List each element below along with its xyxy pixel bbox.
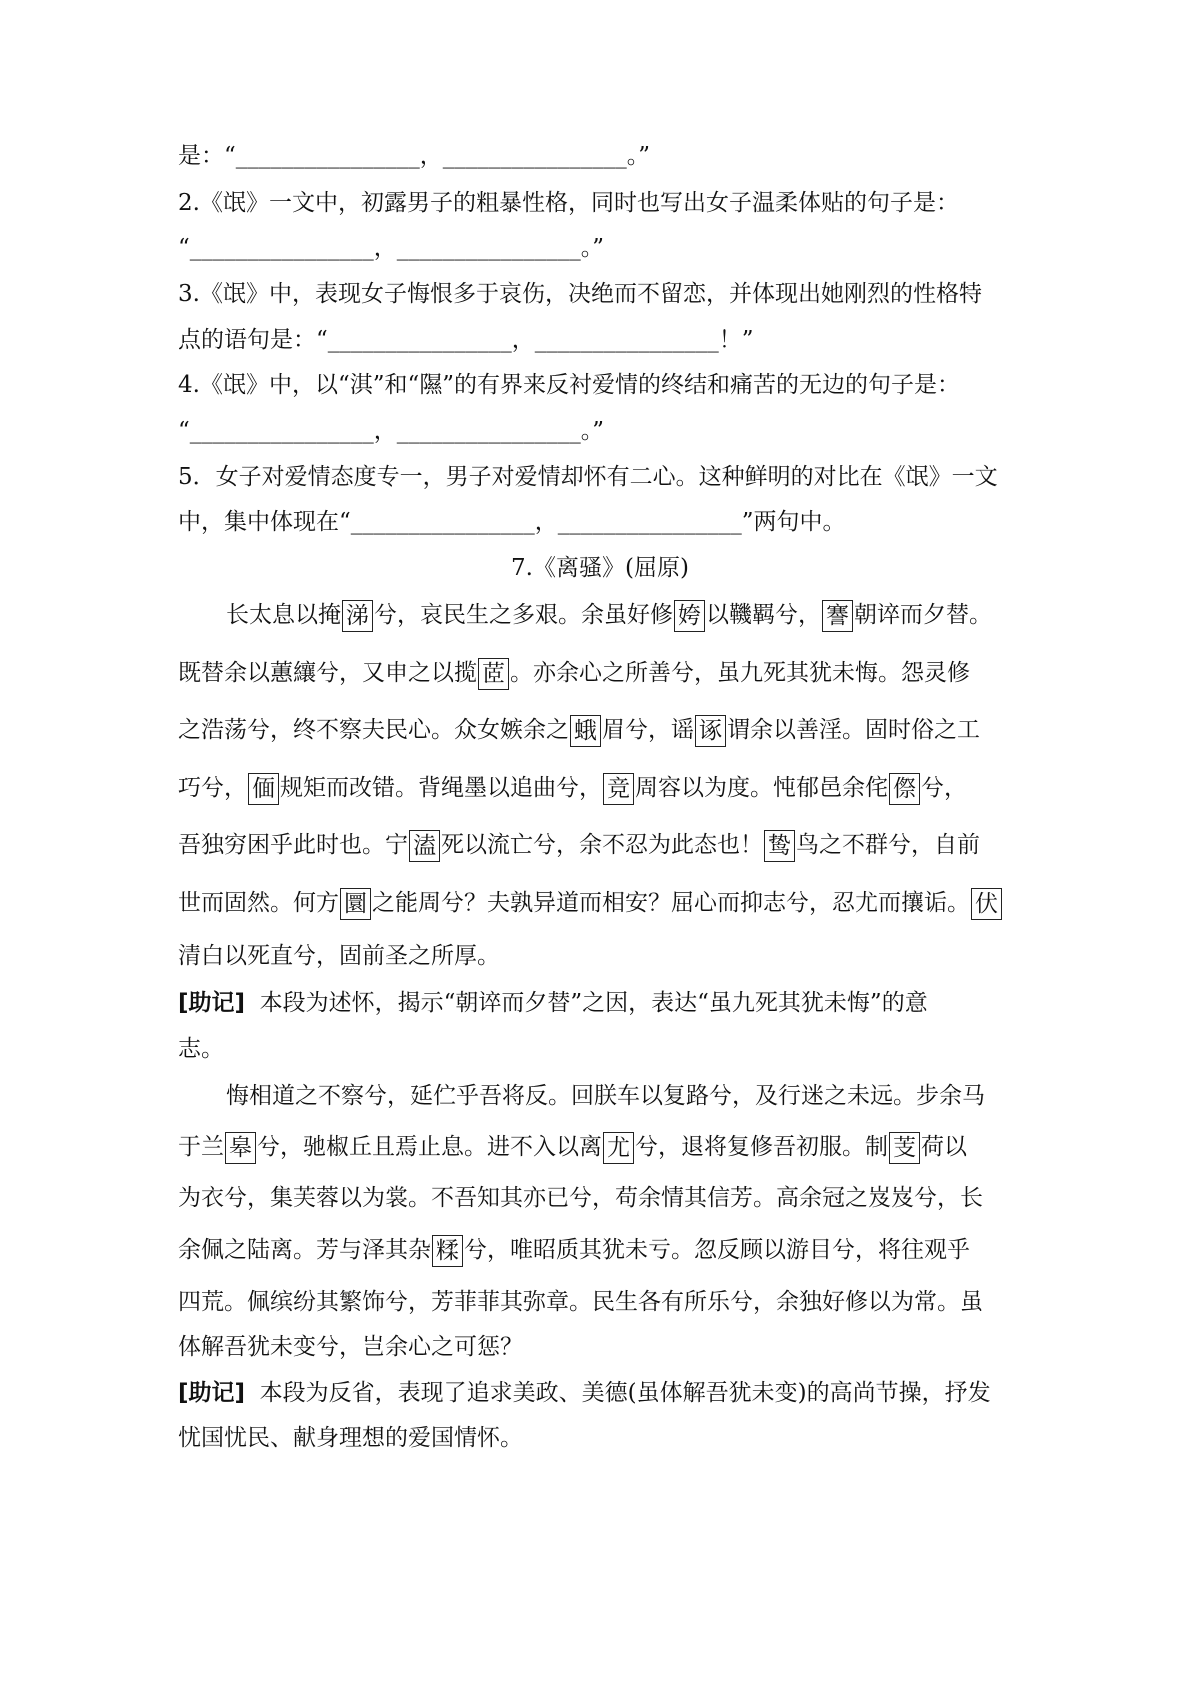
question-3-line-2: 点的语句是：“________________，________________！” bbox=[178, 327, 754, 353]
boxed-char: 诼 bbox=[695, 715, 726, 747]
note1-line-2: 志。 bbox=[178, 1036, 224, 1062]
boxed-char: 鸷 bbox=[764, 830, 795, 862]
question-5-line-1: 5．女子对爱情态度专一，男子对爱情却怀有二心。这种鲜明的对比在《氓》一文 bbox=[178, 464, 998, 490]
para1-line-7 bbox=[178, 940, 500, 972]
text-run: 之能周兮？夫孰异道而相安？屈心而抑志兮，忍尤而攘诟。 bbox=[372, 890, 970, 916]
text-run: 长太息以掩 bbox=[226, 602, 341, 628]
para1-line-6 bbox=[178, 887, 1003, 920]
para1-line-4 bbox=[178, 772, 967, 805]
boxed-char: 竞 bbox=[603, 773, 634, 805]
boxed-char: 皋 bbox=[225, 1132, 256, 1164]
text-run: 悔相道之不察兮，延伫乎吾将反。回朕车以复路兮，及行迷之未远。步余马 bbox=[226, 1083, 985, 1109]
text-run: 清白以死直兮，固前圣之所厚。 bbox=[178, 943, 500, 969]
note2-line-1 bbox=[178, 1377, 991, 1409]
text-run: 鸟之不群兮，自前 bbox=[796, 832, 980, 858]
question-4-line-1: 4.《氓》中，以“淇”和“隰”的有界来反衬爱情的终结和痛苦的无边的句子是： bbox=[178, 372, 960, 398]
text-run: 死以流亡兮，余不忍为此态也！ bbox=[441, 832, 763, 858]
note-label: [助记] bbox=[178, 990, 246, 1016]
para2-line-5 bbox=[178, 1286, 983, 1318]
question-2-line-2: “________________，________________。” bbox=[178, 235, 605, 261]
text-run: 巧兮， bbox=[178, 775, 247, 801]
question-2-line-1: 2.《氓》一文中，初露男子的粗暴性格，同时也写出女子温柔体贴的句子是： bbox=[178, 190, 959, 216]
boxed-char: 謇 bbox=[822, 600, 853, 632]
text-run: 于兰 bbox=[178, 1134, 224, 1160]
question-5-line-2: 中，集中体现在“________________，________________”两句中。 bbox=[178, 509, 846, 535]
text-run: 之浩荡兮，终不察夫民心。众女嫉余之 bbox=[178, 717, 569, 743]
boxed-char: 伏 bbox=[971, 888, 1002, 920]
note-text: 本段为反省，表现了追求美政、美德(虽体解吾犹未变)的高尚节操，抒发 bbox=[259, 1380, 991, 1406]
text-run: 世而固然。何方 bbox=[178, 890, 339, 916]
boxed-char: 偭 bbox=[248, 773, 279, 805]
para1-line-3 bbox=[178, 714, 980, 747]
boxed-char: 傺 bbox=[889, 773, 920, 805]
para2-line-6 bbox=[178, 1331, 523, 1363]
question-4-line-2: “________________，________________。” bbox=[178, 418, 605, 444]
text-run: 谓余以善淫。固时俗之工 bbox=[727, 717, 980, 743]
note2-line-2: 忧国忧民、献身理想的爱国情怀。 bbox=[178, 1425, 523, 1451]
text-run: 为衣兮，集芙蓉以为裳。不吾知其亦已兮，苟余情其信芳。高余冠之岌岌兮，长 bbox=[178, 1185, 983, 1211]
para2-line-2 bbox=[178, 1131, 967, 1164]
boxed-char: 茝 bbox=[478, 658, 509, 690]
text-run: 兮， bbox=[921, 775, 967, 801]
para1-line-1 bbox=[226, 599, 992, 632]
para2-line-3 bbox=[178, 1182, 983, 1214]
text-run: 以鞿羁兮， bbox=[706, 602, 821, 628]
text-run: 四荒。佩缤纷其繁饰兮，芳菲菲其弥章。民生各有所乐兮，余独好修以为常。虽 bbox=[178, 1289, 983, 1315]
text-run: 既替余以蕙纕兮，又申之以揽 bbox=[178, 660, 477, 686]
note-label: [助记] bbox=[178, 1380, 246, 1406]
text-run: 兮，退将复修吾初服。制 bbox=[635, 1134, 888, 1160]
question-3-line-1: 3.《氓》中，表现女子悔恨多于哀伤，决绝而不留恋，并体现出她刚烈的性格特 bbox=[178, 281, 982, 307]
boxed-char: 尤 bbox=[603, 1132, 634, 1164]
text-run: 荷以 bbox=[921, 1134, 967, 1160]
text-run: 余佩之陆离。芳与泽其杂 bbox=[178, 1237, 431, 1263]
boxed-char: 糅 bbox=[432, 1235, 463, 1267]
text-run: 体解吾犹未变兮，岂余心之可惩？ bbox=[178, 1334, 523, 1360]
text-run: 。亦余心之所善兮，虽九死其犹未悔。怨灵修 bbox=[510, 660, 970, 686]
text-run: 兮，哀民生之多艰。余虽好修 bbox=[374, 602, 673, 628]
text-run: 规矩而改错。背绳墨以追曲兮， bbox=[280, 775, 602, 801]
text-run: 兮，唯昭质其犹未亏。忽反顾以游目兮，将往观乎 bbox=[464, 1237, 970, 1263]
boxed-char: 蛾 bbox=[570, 715, 601, 747]
para1-line-2 bbox=[178, 657, 970, 690]
note-text: 本段为述怀，揭示“朝谇而夕替”之因，表达“虽九死其犹未悔”的意 bbox=[259, 990, 928, 1016]
text-run: 朝谇而夕替。 bbox=[854, 602, 992, 628]
boxed-char: 圜 bbox=[340, 888, 371, 920]
para2-line-4 bbox=[178, 1234, 970, 1267]
boxed-char: 溘 bbox=[409, 830, 440, 862]
text-run: 周容以为度。忳郁邑余侘 bbox=[635, 775, 888, 801]
text-run: 吾独穷困乎此时也。宁 bbox=[178, 832, 408, 858]
question-1-tail: 是：“________________，________________。” bbox=[178, 143, 651, 169]
note1-line-1 bbox=[178, 987, 928, 1019]
para1-line-5 bbox=[178, 829, 980, 862]
boxed-char: 姱 bbox=[674, 600, 705, 632]
para2-line-1 bbox=[226, 1080, 985, 1112]
section-title: 7.《离骚》(屈原) bbox=[511, 555, 689, 581]
text-run: 眉兮，谣 bbox=[602, 717, 694, 743]
boxed-char: 涕 bbox=[342, 600, 373, 632]
boxed-char: 芰 bbox=[889, 1132, 920, 1164]
text-run: 兮，驰椒丘且焉止息。进不入以离 bbox=[257, 1134, 602, 1160]
